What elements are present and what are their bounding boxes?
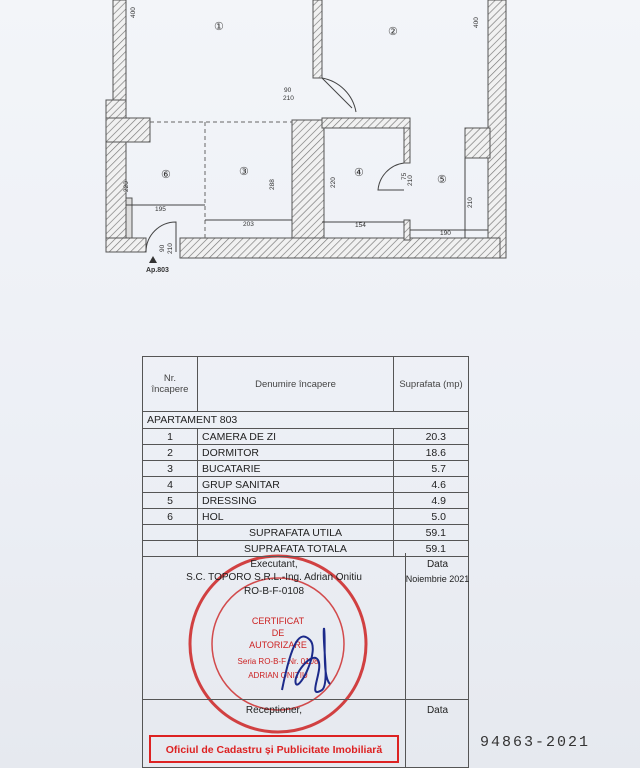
dim-door4-height: 210: [407, 175, 414, 186]
dim-door1-height: 210: [283, 95, 294, 102]
date-label-2: Data: [426, 705, 449, 716]
dim-door4-width: 75: [401, 172, 408, 180]
table-row: 1 CAMERA DE ZI 20.3: [143, 429, 469, 445]
stamp-text-1: CERTIFICAT: [251, 616, 305, 626]
dim-room3-height: 288: [269, 179, 276, 190]
table-row: 5 DRESSING 4.9: [143, 493, 469, 509]
dim-room3-width: 203: [243, 221, 254, 228]
header-room-name: Denumire încapere: [198, 357, 394, 412]
dim-room6-height: 220: [123, 181, 130, 192]
dim-room6-width: 195: [155, 206, 166, 213]
dim-room4-width: 154: [355, 222, 366, 229]
room-number-1: ①: [214, 21, 224, 33]
table-row: 3 BUCATARIE 5.7: [143, 461, 469, 477]
company-code: RO-B-F-0108: [243, 586, 304, 597]
apartment-label: APARTAMENT 803: [143, 412, 469, 429]
dim-entry-width: 90: [159, 244, 166, 252]
room-number-6: ⑥: [161, 169, 171, 181]
dim-room5-width: 190: [440, 230, 451, 237]
company-name: S.C. TOPORO S.R.L.-Ing. Adrian Onitiu: [186, 572, 362, 583]
receptioner-label: Receptioner,: [245, 705, 303, 716]
room-number-4: ④: [354, 167, 364, 179]
stamp-text-2: DE: [271, 628, 285, 638]
dim-door1-width: 90: [284, 87, 292, 94]
plan-walls: [106, 0, 506, 258]
entry-label: Ap.803: [146, 267, 169, 274]
room-number-2: ②: [388, 26, 398, 38]
table-row: 4 GRUP SANITAR 4.6: [143, 477, 469, 493]
dim-room1-height: 400: [130, 7, 137, 18]
room-number-3: ③: [239, 166, 249, 178]
dim-room5-height: 210: [467, 197, 474, 208]
ocpi-stamp: Oficiul de Cadastru și Publicitate Imobiliară: [149, 735, 399, 763]
util-row: SUPRAFATA UTILA 59.1: [143, 525, 469, 541]
date-value: Noiembrie 2021: [405, 574, 470, 584]
stamp-text-5: ADRIAN ONITIU: [248, 671, 308, 680]
header-room-number: Nr. încapere: [143, 357, 198, 412]
serial-number: 94863-2021: [480, 734, 591, 751]
date-label: Data: [426, 559, 449, 570]
room-number-5: ⑤: [437, 174, 447, 186]
signature-box: [142, 553, 469, 768]
executant-label: Executant,: [250, 559, 298, 570]
header-area: Suprafata (mp): [394, 357, 469, 412]
total-row: SUPRAFATA TOTALA 59.1: [143, 541, 469, 557]
dim-entry-height: 210: [167, 243, 174, 254]
stamp-text-3: AUTORIZARE: [249, 640, 307, 650]
dim-room4-height: 220: [330, 177, 337, 188]
entry-arrow-icon: [149, 256, 157, 263]
table-row: 2 DORMITOR 18.6: [143, 445, 469, 461]
table-row: 6 HOL 5.0: [143, 509, 469, 525]
dim-room2-height: 400: [473, 17, 480, 28]
rooms-table: [142, 356, 469, 557]
stamp-text-4: Seria RO-B-F Nr. 0108: [237, 657, 319, 666]
